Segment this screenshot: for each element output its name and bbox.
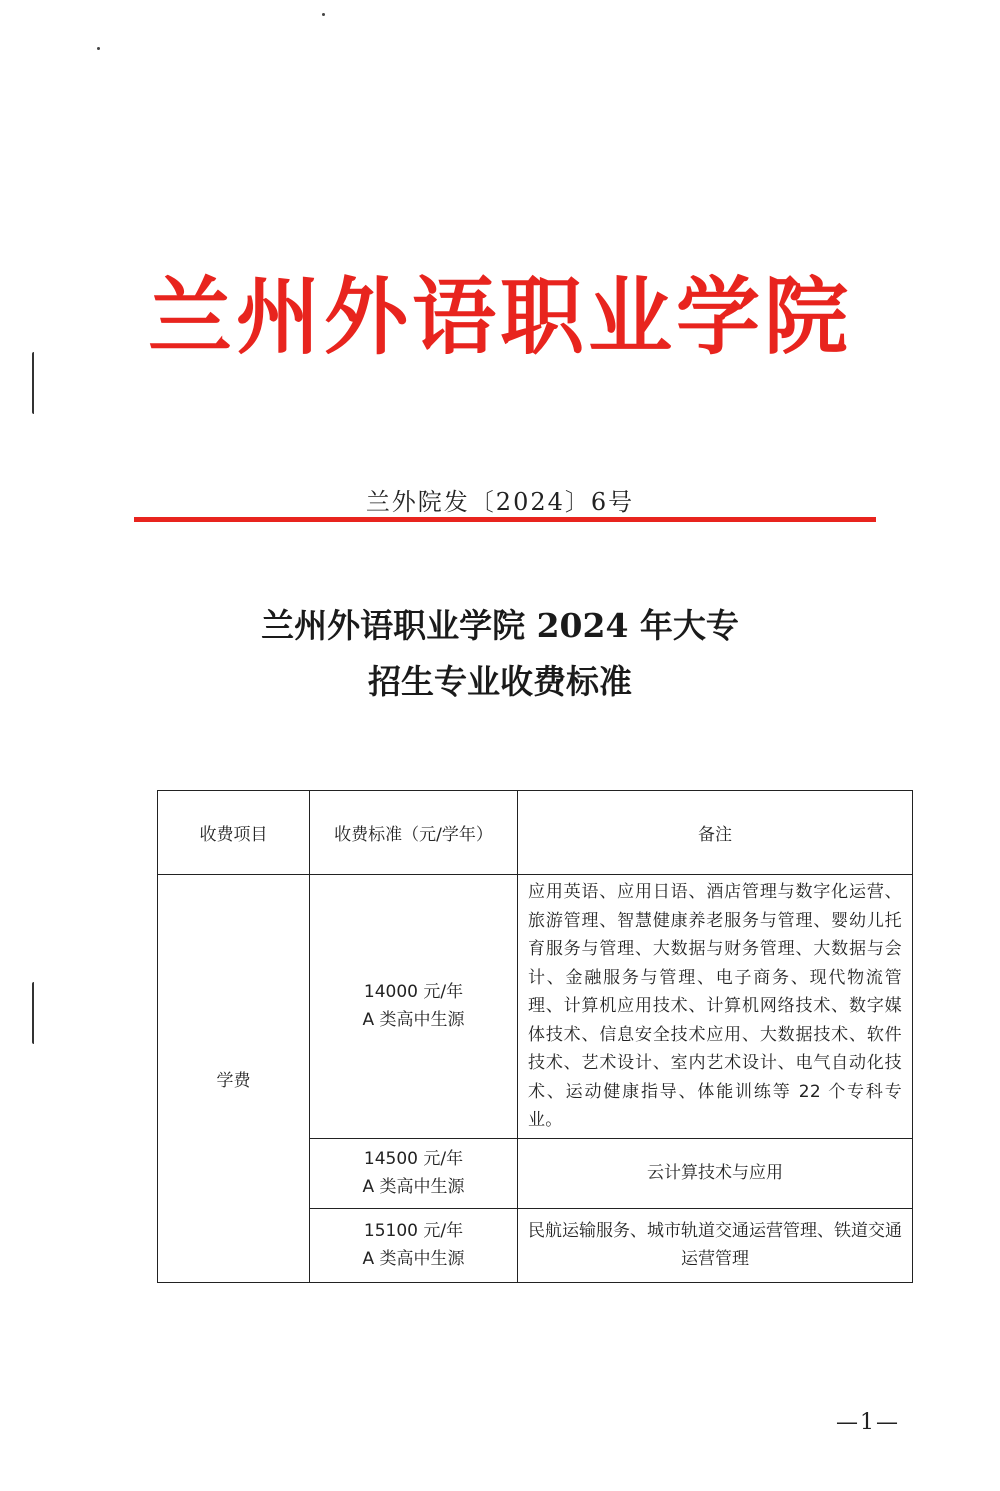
document-title-line-1: 兰州外语职业学院 2024 年大专 <box>261 606 739 645</box>
fee-standard-cell <box>310 875 518 1139</box>
fee-standard-cell <box>310 1208 518 1282</box>
fee-amount: 15100 元/年 <box>363 1221 464 1241</box>
fee-amount: 14500 元/年 <box>363 1149 464 1169</box>
page-number: —1— <box>836 1410 900 1435</box>
document-number: 兰外院发〔2024〕6号 <box>365 488 635 516</box>
student-source: A 类高中生源 <box>362 1177 465 1197</box>
fee-item-cell: 学费 <box>158 875 310 1283</box>
student-source: A 类高中生源 <box>362 1249 465 1269</box>
binding-hole-mark <box>32 982 37 1044</box>
scan-speck <box>97 47 100 50</box>
header-remarks: 备注 <box>518 791 913 875</box>
fee-standard-table <box>157 790 913 1283</box>
org-title: 兰州外语职业学院 <box>147 267 852 366</box>
document-title <box>0 598 1000 710</box>
red-divider-line <box>134 517 876 522</box>
remarks-cell: 云计算技术与应用 <box>518 1138 913 1208</box>
remarks-cell: 应用英语、应用日语、酒店管理与数字化运营、旅游管理、智慧健康养老服务与管理、婴幼儿托育服务与管理、大数据与财务管理、大数据与会计、金融服务与管理、电子商务、现代物流管理、计算机应用技术、计算机网络技术、数字媒体技术、信息安全技术应用、大数据技术、软件技术、艺术设计、室内艺术设计、电气自动化技术、运动健康指导、体能训练等 22 个专科专业。 <box>518 875 913 1139</box>
table-row <box>158 875 913 1139</box>
remarks-cell: 民航运输服务、城市轨道交通运营管理、铁道交通运营管理 <box>518 1208 913 1282</box>
fee-standard-cell <box>310 1138 518 1208</box>
table-header-row <box>158 791 913 875</box>
header-fee-standard: 收费标准（元/学年） <box>310 791 518 875</box>
fee-amount: 14000 元/年 <box>363 982 464 1003</box>
scan-speck <box>322 13 325 16</box>
student-source: A 类高中生源 <box>362 1010 465 1031</box>
header-fee-item: 收费项目 <box>158 791 310 875</box>
document-title-line-2: 招生专业收费标准 <box>368 662 632 701</box>
